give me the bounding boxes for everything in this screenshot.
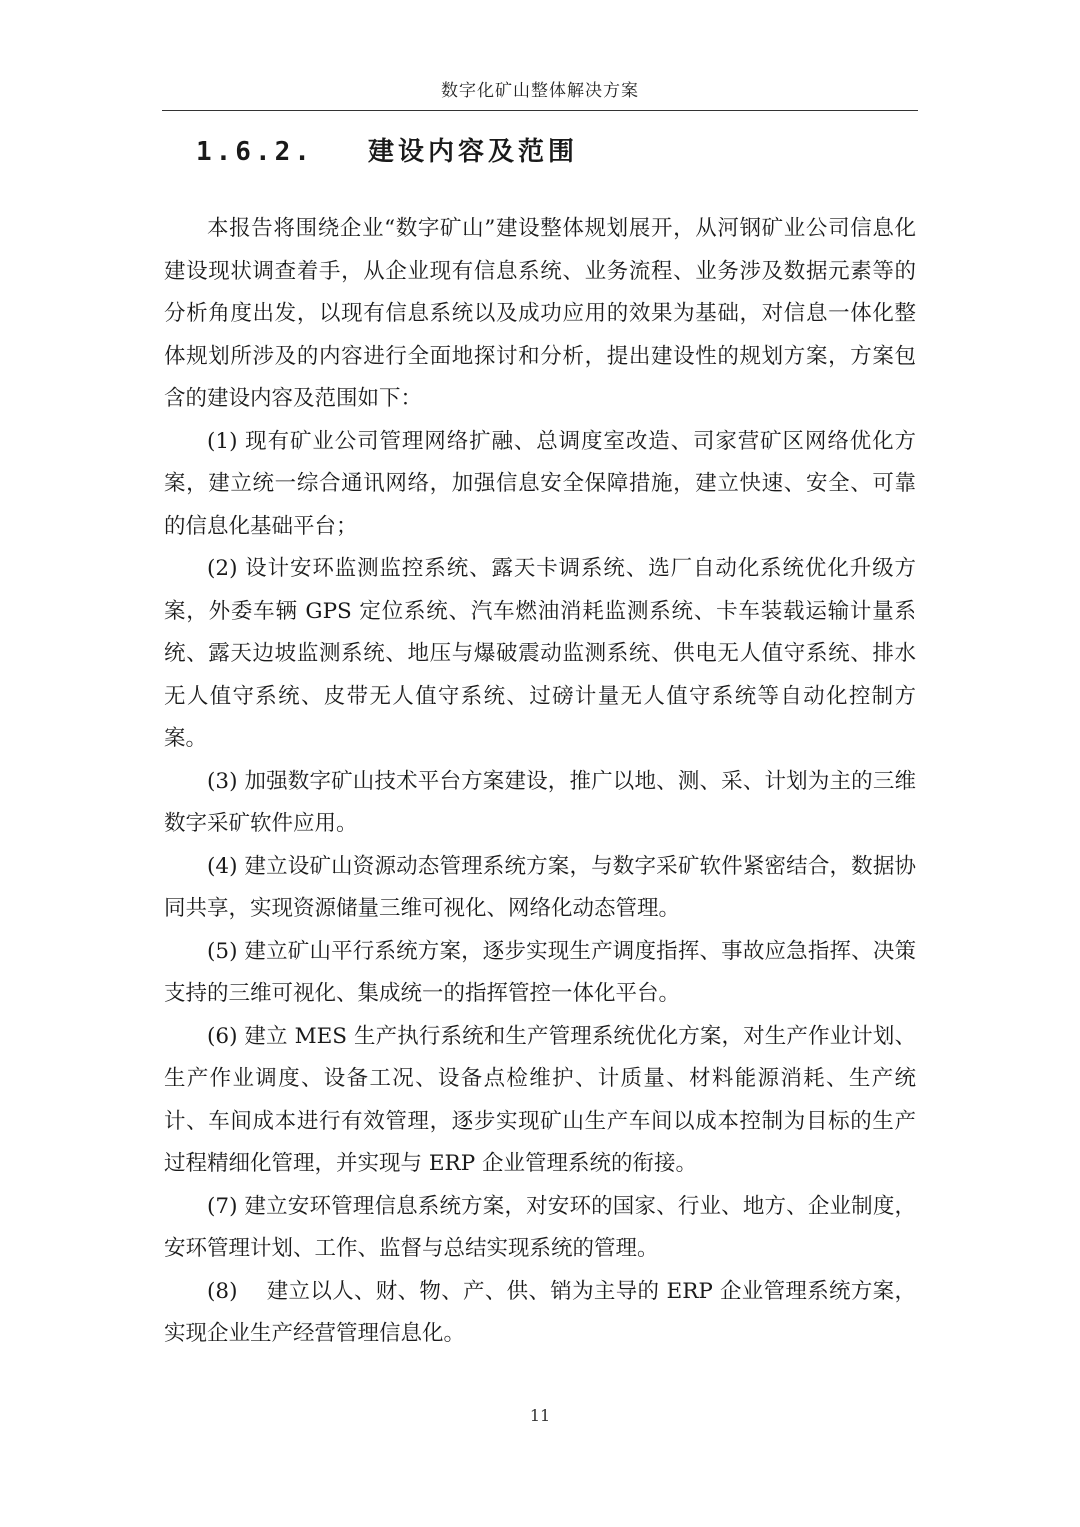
paragraph-intro: 本报告将围绕企业“数字矿山”建设整体规划展开，从河钢矿业公司信息化建设现状调查着手，从企业现有信息系统、业务流程、业务涉及数据元素等的分析角度出发，以现有信息系统以及成功应用的效果为基础，对信息一体化整体规划所涉及的内容进行全面地探讨和分析，提出建设性的规划方案，方案包含的建设内容及范围如下： [164,216,916,411]
list-item: (1) 现有矿业公司管理网络扩融、总调度室改造、司家营矿区网络优化方案，建立统一综合通讯网络，加强信息安全保障措施，建立快速、安全、可靠的信息化基础平台； [164,428,916,539]
section-number: 1.6.2. [196,137,314,167]
body-text [164,208,916,1356]
list-item: (6) 建立 MES 生产执行系统和生产管理系统优化方案，对生产作业计划、生产作业调度、设备工况、设备点检维护、计质量、材料能源消耗、生产统计、车间成本进行有效管理，逐步实现矿山生产车间以成本控制为目标的生产过程精细化管理，并实现与 ERP 企业管理系统的衔接。 [164,1023,916,1176]
list-item: (7) 建立安环管理信息系统方案，对安环的国家、行业、地方、企业制度，安环管理计划、工作、监督与总结实现系统的管理。 [164,1193,916,1261]
header-rule [162,110,918,111]
running-header: 数字化矿山整体解决方案 [441,81,639,101]
list-item: (3) 加强数字矿山技术平台方案建设，推广以地、测、采、计划为主的三维数字采矿软件应用。 [164,768,916,836]
section-title: 建设内容及范围 [368,137,579,167]
list-item: (2) 设计安环监测监控系统、露天卡调系统、选厂自动化系统优化升级方案，外委车辆 GPS 定位系统、汽车燃油消耗监测系统、卡车装载运输计量系统、露天边坡监测系统、地压与爆破震动监测系统、供电无人值守系统、排水无人值守系统、皮带无人值守系统、过磅计量无人值守系统等自动化控制方案。 [164,556,916,751]
list-item: (8) 建立以人、财、物、产、供、销为主导的 ERP 企业管理系统方案，实现企业生产经营管理信息化。 [164,1278,916,1346]
list-item: (4) 建立设矿山资源动态管理系统方案，与数字采矿软件紧密结合，数据协同共享，实现资源储量三维可视化、网络化动态管理。 [164,853,916,921]
page-number: 11 [529,1406,551,1425]
list-item: (5) 建立矿山平行系统方案，逐步实现生产调度指挥、事故应急指挥、决策支持的三维可视化、集成统一的指挥管控一体化平台。 [164,938,916,1006]
